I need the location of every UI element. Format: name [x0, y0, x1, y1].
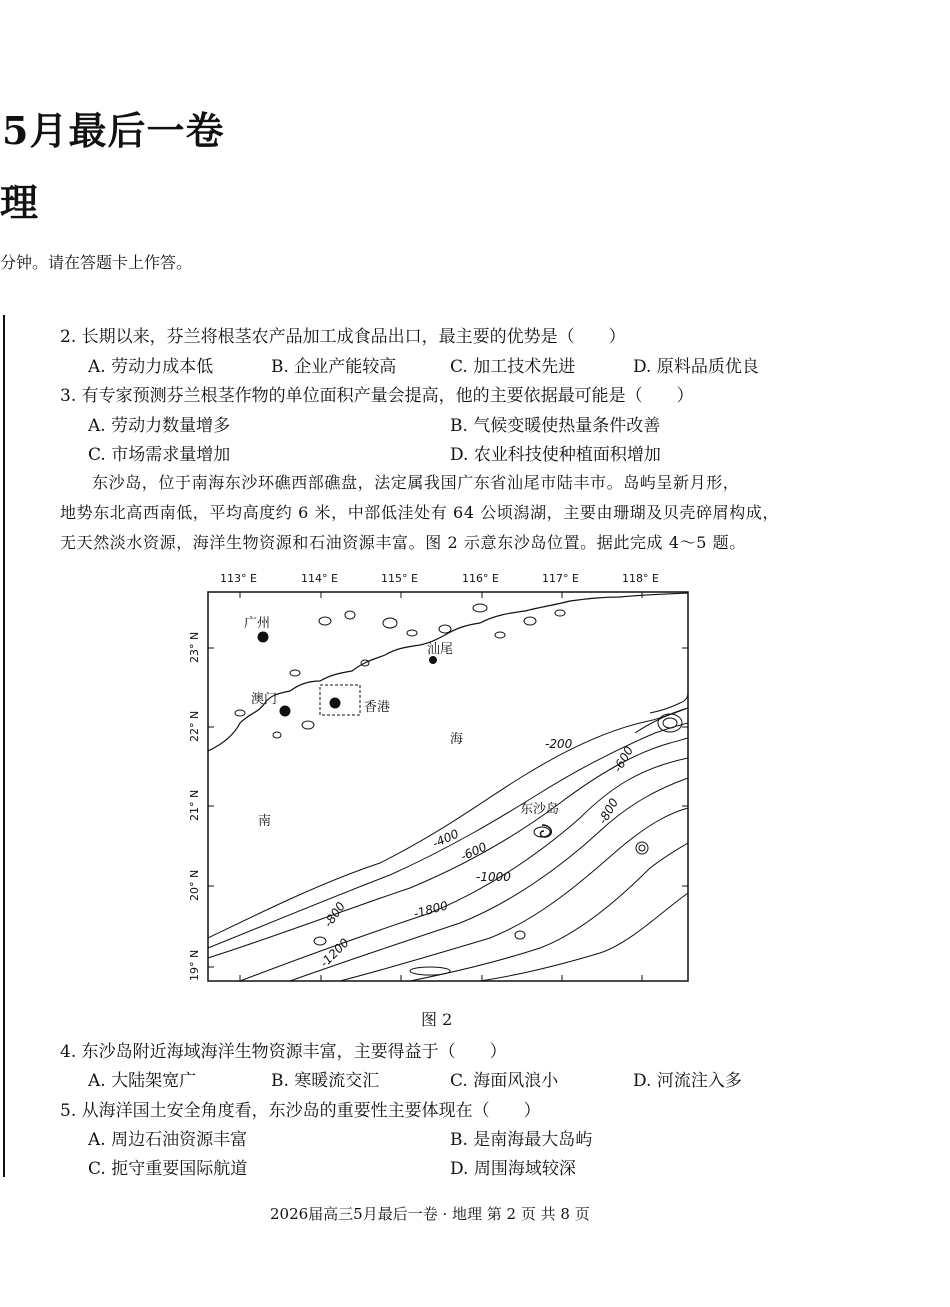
- page-footer: 2026届高三5月最后一卷 · 地理 第 2 页 共 8 页: [270, 1205, 590, 1223]
- isobath-label-800-ne: -800: [595, 795, 622, 827]
- subject-title: 理: [0, 180, 39, 225]
- guangzhou-dot: [258, 632, 269, 643]
- question-3-option-c[interactable]: C. 市场需求量增加: [88, 445, 231, 465]
- lon-label-117: 117° E: [542, 572, 579, 585]
- question-4-option-c[interactable]: C. 海面风浪小: [450, 1071, 559, 1091]
- label-sea-nan: 南: [258, 814, 272, 829]
- question-4-option-a[interactable]: A. 大陆架宽广: [88, 1071, 197, 1091]
- question-5-option-c[interactable]: C. 扼守重要国际航道: [88, 1159, 248, 1179]
- question-3-option-a[interactable]: A. 劳动力数量增多: [88, 416, 231, 436]
- isobath-label-200: -200: [545, 737, 573, 751]
- question-2-option-b[interactable]: B. 企业产能较高: [271, 357, 397, 377]
- lat-label-21: 21° N: [188, 789, 201, 821]
- question-4-stem: 4. 东沙岛附近海域海洋生物资源丰富，主要得益于（ ）: [60, 1042, 507, 1062]
- label-hong-kong: 香港: [364, 700, 391, 715]
- macau-dot: [280, 706, 291, 717]
- isobath-label-600-ne: -600: [610, 743, 637, 775]
- shanwei-dot: [429, 656, 437, 664]
- lon-label-116: 116° E: [462, 572, 499, 585]
- margin-line: [3, 315, 5, 1177]
- exam-note: 分钟。请在答题卡上作答。: [0, 253, 193, 272]
- lon-label-115: 115° E: [381, 572, 418, 585]
- question-5-stem: 5. 从海洋国土安全角度看，东沙岛的重要性主要体现在（ ）: [60, 1101, 541, 1121]
- question-5-option-a[interactable]: A. 周边石油资源丰富: [88, 1130, 248, 1150]
- coastline: [208, 593, 688, 751]
- isobath-label-600: -600: [458, 839, 489, 864]
- isobath-label-1200: -1200: [317, 935, 352, 971]
- question-2-stem: 2. 长期以来，芬兰将根茎农产品加工成食品出口，最主要的优势是（ ）: [60, 327, 626, 347]
- lon-label-114: 114° E: [301, 572, 338, 585]
- question-2-option-a[interactable]: A. 劳动力成本低: [88, 357, 214, 377]
- isobath-label-400: -400: [430, 826, 461, 851]
- lon-label-113: 113° E: [220, 572, 257, 585]
- isobath-label-1800: -1800: [412, 898, 450, 921]
- hong-kong-dot: [330, 698, 341, 709]
- figure-caption: 图 2: [421, 1010, 453, 1029]
- question-3-option-b[interactable]: B. 气候变暖使热量条件改善: [450, 416, 661, 436]
- lat-label-20: 20° N: [188, 869, 201, 901]
- question-3-option-d[interactable]: D. 农业科技使种植面积增加: [450, 445, 661, 465]
- lat-label-19: 19° N: [188, 949, 201, 981]
- isobath-label-800: -800: [320, 899, 349, 930]
- passage-line-1: 东沙岛，位于南海东沙环礁西部礁盘，法定属我国广东省汕尾市陆丰市。岛屿呈新月形，: [92, 473, 740, 492]
- exam-title: 5月最后一卷: [2, 108, 225, 153]
- dongsha-location-map: [180, 563, 700, 993]
- label-sea-hai: 海: [450, 732, 464, 747]
- passage-line-3: 无天然淡水资源，海洋生物资源和石油资源丰富。图 2 示意东沙岛位置。据此完成 4～5 题。: [60, 533, 746, 552]
- question-2-option-d[interactable]: D. 原料品质优良: [633, 357, 759, 377]
- question-2-option-c[interactable]: C. 加工技术先进: [450, 357, 576, 377]
- coastal-islands: [235, 604, 565, 738]
- label-dongsha: 东沙岛: [520, 802, 560, 817]
- question-3-stem: 3. 有专家预测芬兰根茎作物的单位面积产量会提高，他的主要依据最可能是（ ）: [60, 386, 694, 406]
- question-5-option-b[interactable]: B. 是南海最大岛屿: [450, 1130, 593, 1150]
- label-shanwei: 汕尾: [427, 642, 454, 657]
- lat-label-22: 22° N: [188, 710, 201, 742]
- isobath-label-1000: -1000: [476, 870, 511, 884]
- hong-kong-box: [320, 685, 360, 715]
- question-5-option-d[interactable]: D. 周围海域较深: [450, 1159, 576, 1179]
- label-macau: 澳门: [251, 692, 278, 707]
- passage-line-2: 地势东北高西南低，平均高度约 6 米，中部低洼处有 64 公顷潟湖，主要由珊瑚及贝壳碎屑构成，: [60, 503, 780, 522]
- lat-label-23: 23° N: [188, 631, 201, 663]
- label-guangzhou: 广州: [244, 616, 271, 631]
- question-4-option-d[interactable]: D. 河流注入多: [633, 1071, 742, 1091]
- lon-label-118: 118° E: [622, 572, 659, 585]
- question-4-option-b[interactable]: B. 寒暖流交汇: [271, 1071, 380, 1091]
